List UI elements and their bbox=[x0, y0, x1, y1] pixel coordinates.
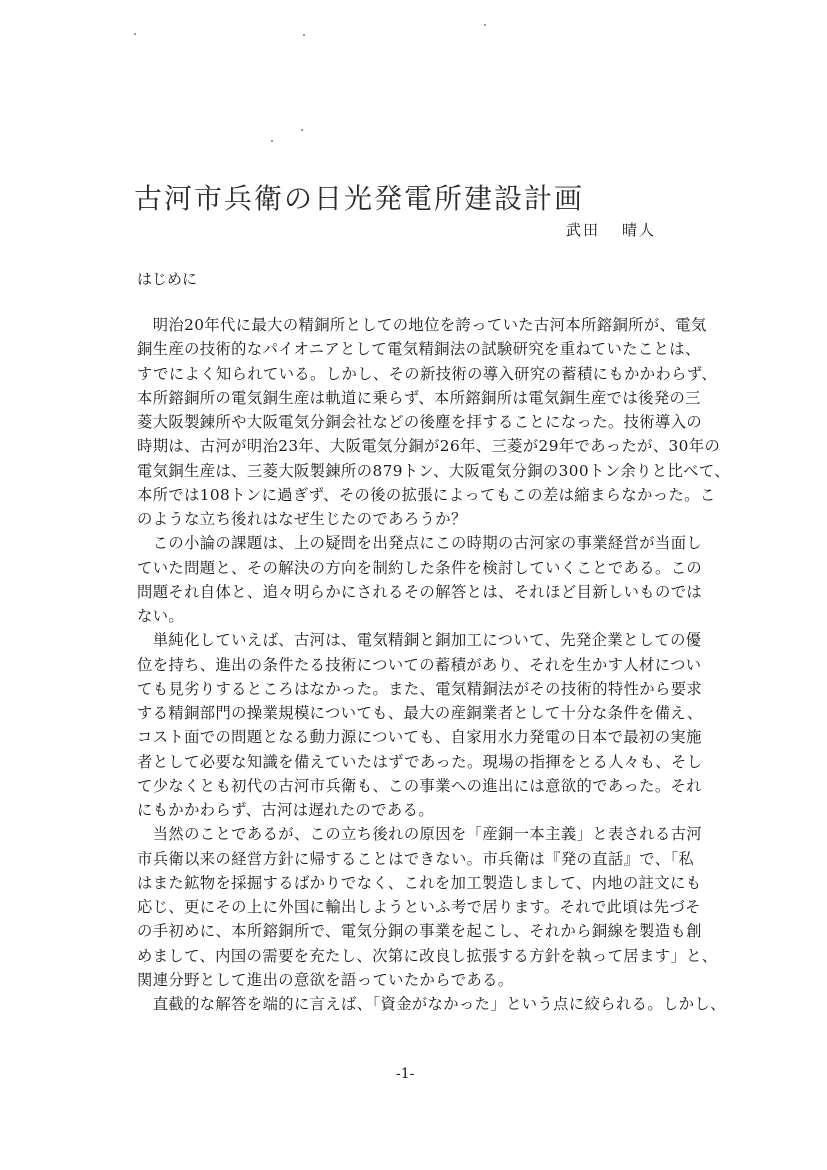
body-line: 本所鎔銅所の電気銅生産は軌道に乗らず、本所鎔銅所は電気銅生産では後発の三 bbox=[137, 388, 701, 407]
body-line: の手初めに、本所鎔銅所で、電気分銅の事業を起こし、それから銅線を製造も創 bbox=[137, 922, 702, 941]
body-line: コスト面での問題となる動力源についても、自家用水力発電の日本で最初の実施 bbox=[137, 728, 702, 747]
body-line: する精銅部門の操業規模についても、最大の産銅業者として十分な条件を備え、 bbox=[137, 704, 703, 722]
scan-speck bbox=[303, 34, 305, 36]
body-line: 本所では108トンに過ぎず、その後の拡張によってもこの差は縮まらなかった。こ bbox=[137, 485, 716, 504]
body-line: めまして、内国の需要を充たし、次第に改良し拡張する方針を執って居ます」と、 bbox=[137, 946, 718, 965]
author-family-name: 武田 bbox=[566, 221, 601, 239]
body-line: 市兵衛以来の経営方針に帰することはできない。市兵衛は『発の直話』で、「私 bbox=[137, 849, 695, 868]
body-line: 者として必要な知識を備えていたはずであった。現場の指揮をとる人々も、そし bbox=[137, 752, 703, 771]
author-given-name: 晴人 bbox=[622, 221, 657, 239]
body-line: この小論の課題は、上の疑問を出発点にこの時期の古河家の事業経営が当面し bbox=[137, 534, 703, 553]
scan-speck bbox=[271, 140, 273, 142]
body-line: 菱大阪製錬所や大阪電気分銅会社などの後塵を拝することになった。技術導入の bbox=[137, 413, 703, 431]
body-line: 位を持ち、進出の条件たる技術についての蓄積があり、それを生かす人材につい bbox=[137, 655, 702, 674]
page-title: 古河市兵衛の日光発電所建設計画 bbox=[134, 181, 585, 215]
body-line: のような立ち後れはなぜ生じたのであろうか？ bbox=[137, 510, 467, 528]
body-line: 時期は、古河が明治23年、大阪電気分銅が26年、三菱が29年であったが、30年の bbox=[137, 437, 721, 456]
body-line: 電気銅生産は、三菱大阪製錬所の879トン、大阪電気分銅の300トン余りと比べて、 bbox=[137, 461, 730, 480]
section-heading: はじめに bbox=[137, 270, 198, 288]
body-line: すでによく知られている。しかし、その新技術の導入研究の蓄積にもかかわらず、 bbox=[137, 364, 718, 383]
body-line: て少なくとも初代の古河市兵衛も、この事業への進出には意欲的であった。それ bbox=[137, 776, 702, 795]
body-line: 明治20年代に最大の精銅所としての地位を誇っていた古河本所鎔銅所が、電気 bbox=[137, 316, 707, 334]
body-line: ない。 bbox=[137, 607, 185, 625]
body-line: 当然のことであるが、この立ち後れの原因を「産銅一本主義」と表される古河 bbox=[137, 825, 703, 844]
body-line: 銅生産の技術的なパイオニアとして電気精銅法の試験研究を重ねていたことは、 bbox=[137, 340, 701, 359]
scan-speck bbox=[301, 129, 303, 131]
author-name bbox=[566, 219, 656, 240]
body-line: 直截的な解答を端的に言えば、「資金がなかった」という点に絞られる。しかし、 bbox=[137, 995, 726, 1013]
body-line: ても見劣りするところはなかった。また、電気精銅法がその技術的特性から要求 bbox=[137, 679, 703, 698]
scan-speck bbox=[134, 33, 136, 35]
body-line: にもかかわらず、古河は遅れたのである。 bbox=[137, 801, 435, 819]
body-line: 応じ、更にその上に外国に輸出しようといふ考で居ります。それで此頃は先づそ bbox=[137, 898, 701, 916]
scan-speck bbox=[484, 24, 486, 26]
body-line: はまた鉱物を採掘するばかりでなく、これを加工製造しまして、内地の註文にも bbox=[137, 873, 702, 892]
body-line: 単純化していえば、古河は、電気精銅と銅加工について、先発企業としての優 bbox=[137, 631, 702, 650]
body-text bbox=[137, 313, 730, 1016]
body-line: 問題それ自体と、追々明らかにされるその解答とは、それほど目新しいものでは bbox=[137, 582, 703, 601]
body-line: ていた問題と、その解決の方向を制約した条件を検討していくことである。この bbox=[137, 558, 703, 577]
body-line: 関連分野として進出の意欲を語っていたからである。 bbox=[137, 970, 514, 989]
page-number: -1- bbox=[396, 1066, 415, 1082]
